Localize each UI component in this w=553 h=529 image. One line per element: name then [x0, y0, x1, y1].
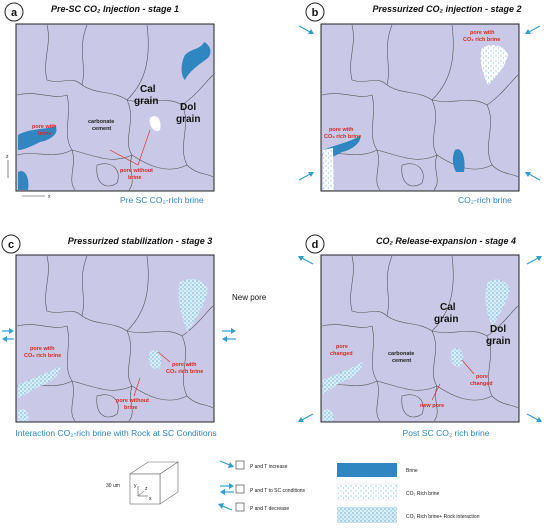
panel-d-pore-changed-left-2: changed	[330, 351, 353, 357]
panel-a-pore-without-2: brine	[128, 175, 142, 181]
panel-d-dol-1: Dol	[490, 324, 507, 335]
legend-axis-x: x	[149, 496, 152, 502]
panel-c-pore-without-1: pore without	[116, 398, 149, 404]
panel-b-letter: b	[311, 7, 319, 19]
panel-a-carbonate-2: cement	[92, 126, 112, 132]
panel-d-arrow-bottom-left	[298, 414, 313, 422]
panel-c	[2, 235, 236, 438]
panel-d-arrow-top-right	[527, 256, 542, 264]
panel-c-arrows-right	[222, 328, 236, 342]
panel-b-caption: CO₂-rich brine	[458, 195, 512, 205]
legend-rich-brine-label: CO₂ Rich brine	[406, 491, 440, 497]
panel-a-dol-2: grain	[176, 114, 201, 125]
panel-d-cal-2: grain	[434, 314, 459, 325]
panel-b	[299, 3, 540, 205]
legend-rock-label: CO₂ Rich brine+ Rock interaction	[406, 514, 480, 520]
panel-a-cal-2: grain	[134, 96, 159, 107]
panel-b-arrow-bottom-left	[299, 172, 314, 180]
panel-d	[298, 235, 542, 438]
panel-a	[5, 3, 214, 205]
panel-d-arrow-bottom-right	[527, 414, 542, 422]
legend-rock-swatch	[337, 507, 397, 523]
panel-d-pore-changed-right-1: pore	[476, 374, 488, 380]
panel-c-pore-right-2: CO₂ rich brine	[166, 369, 204, 375]
panel-c-letter: c	[7, 239, 15, 251]
new-pore-label: New pore	[232, 293, 267, 302]
panel-d-carbonate-1: carbonate	[388, 351, 415, 357]
legend-cube	[130, 462, 178, 504]
panel-d-letter: d	[311, 239, 319, 251]
panel-a-cal-1: Cal	[140, 84, 156, 95]
panel-c-pore-without-2: brine	[124, 405, 138, 411]
panel-b-arrow-top-left	[299, 26, 314, 34]
panel-d-pore-changed-right-2: changed	[470, 381, 493, 387]
panel-b-pore-rich-2: CO₂ rich brine	[463, 37, 501, 43]
legend-arrow-sc	[220, 483, 244, 495]
legend	[106, 461, 480, 523]
panel-a-axis-x-label: x	[48, 194, 51, 200]
panel-c-caption: Interaction CO₂-rich brine with Rock at SC Conditions	[15, 428, 217, 438]
panel-c-pore-left-1: pore with	[30, 346, 55, 352]
panel-b-pore-rich-1: pore with	[470, 30, 495, 36]
panel-b-arrow-top-right	[525, 26, 540, 34]
panel-c-pore-right-1: pore with	[172, 362, 197, 368]
panel-d-title: CO₂ Release-expansion - stage 4	[376, 236, 516, 246]
panel-b-title: Pressurized CO₂ injection - stage 2	[372, 4, 522, 14]
legend-arrow-increase	[220, 461, 244, 469]
panel-c-arrows-left	[2, 328, 14, 342]
panel-b-pore-left-1: pore with	[329, 127, 354, 133]
panel-d-cal-1: Cal	[440, 302, 456, 313]
panel-a-dol-1: Dol	[180, 102, 197, 113]
legend-axis-y: y	[134, 483, 137, 489]
panel-d-caption: Post SC CO₂ rich brine	[402, 428, 490, 438]
legend-arrow-sc-label: P and T to SC conditions	[250, 488, 306, 494]
panel-a-title: Pre-SC CO₂ Injection - stage 1	[51, 4, 179, 14]
panel-b-dots-left	[323, 148, 334, 190]
panel-a-letter: a	[10, 7, 18, 19]
panel-a-pore-brine-2: brine	[38, 131, 52, 137]
panel-c-pore-left-2: CO₂ rich brine	[24, 353, 62, 359]
panel-a-caption: Pre SC CO₂-rich brine	[120, 195, 204, 205]
panel-d-dol-2: grain	[486, 336, 511, 347]
panel-d-pore-changed-left-1: pore	[336, 344, 348, 350]
panel-c-title: Pressurized stabilization - stage 3	[67, 236, 213, 246]
panel-a-pore-brine-1: pore with	[32, 124, 57, 130]
legend-brine-swatch	[337, 463, 397, 477]
panel-d-new-pore: new pore	[420, 403, 445, 409]
legend-arrow-increase-label: P and T increase	[250, 464, 288, 470]
panel-a-axis-z-label: z	[6, 154, 9, 160]
legend-rich-brine-swatch	[337, 484, 397, 500]
legend-arrow-decrease-label: P and T decrease	[250, 506, 290, 512]
panel-d-arrow-top-left	[298, 256, 313, 264]
panel-b-arrow-bottom-right	[525, 172, 540, 180]
panel-b-pore-left-2: CO₂ rich brine	[324, 134, 362, 140]
panel-d-carbonate-2: cement	[392, 358, 412, 364]
panel-a-pore-without-1: pore without	[120, 168, 153, 174]
legend-brine-label: Brine	[406, 468, 418, 474]
legend-arrow-decrease	[218, 503, 244, 511]
panel-a-carbonate-1: carbonate	[88, 119, 115, 125]
legend-cube-size: 30 um	[106, 483, 120, 489]
legend-axis-z: z	[145, 486, 148, 492]
